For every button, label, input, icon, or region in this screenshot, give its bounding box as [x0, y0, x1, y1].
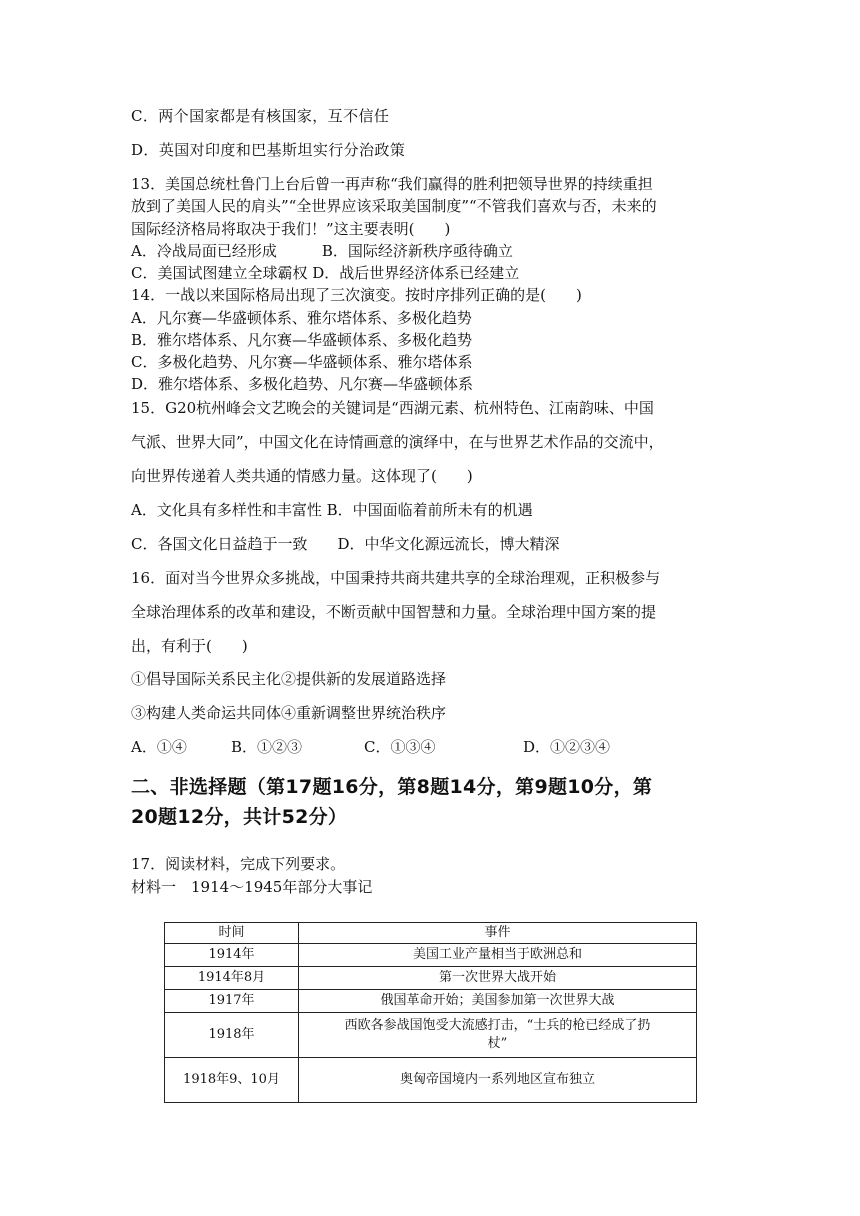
q14-option-d: D．雅尔塔体系、多极化趋势、凡尔赛—华盛顿体系 [131, 375, 474, 393]
row-event: 俄国革命开始；美国参加第一次世界大战 [299, 990, 697, 1013]
q15-options-line-2: C．各国文化日益趋于一致 D．中华文化源远流长，博大精深 [131, 535, 560, 553]
q16-stem-line-1: 16．面对当今世界众多挑战，中国秉持共商共建共享的全球治理观，正积极参与 [131, 569, 661, 587]
q16-stem-line-3: 出，有利于( ) [131, 637, 248, 655]
q15-stem-line-2: 气派、世界大同”，中国文化在诗情画意的演绎中，在与世界艺术作品的交流中， [131, 433, 664, 451]
q14-option-b: B．雅尔塔体系、凡尔赛—华盛顿体系、多极化趋势 [131, 331, 473, 349]
q17-stem: 17．阅读材料，完成下列要求。 [131, 855, 346, 873]
q16-option-a: A．①④ [131, 738, 187, 756]
table-row [165, 990, 697, 1013]
row-time: 1918年9、10月 [165, 1058, 299, 1103]
q13-stem-line-3: 国际经济格局将取决于我们！”这主要表明( ) [131, 220, 451, 238]
q15-stem-line-1: 15．G20杭州峰会文艺晚会的关键词是“西湖元素、杭州特色、江南韵味、中国 [131, 399, 654, 417]
q13-options-line-1: A．冷战局面已经形成 B．国际经济新秩序亟待确立 [131, 242, 513, 260]
q12-option-c: C．两个国家都是有核国家，互不信任 [131, 107, 390, 125]
q14-stem: 14．一战以来国际格局出现了三次演变。按时序排列正确的是( ) [131, 286, 582, 304]
row-event: 美国工业产量相当于欧洲总和 [299, 944, 697, 967]
q13-options-line-2: C．美国试图建立全球霸权 D．战后世界经济体系已经建立 [131, 264, 520, 282]
q14-option-a: A．凡尔赛—华盛顿体系、雅尔塔体系、多极化趋势 [131, 309, 472, 327]
q15-options-line-1: A．文化具有多样性和丰富性 B．中国面临着前所未有的机遇 [131, 501, 533, 519]
q16-options [0, 737, 860, 757]
section2-title-line-1: 二、非选择题（第17题16分，第8题14分，第9题10分，第 [131, 776, 653, 798]
row-time: 1918年 [165, 1013, 299, 1058]
header-event: 事件 [299, 923, 697, 944]
table-row [165, 944, 697, 967]
row-time: 1917年 [165, 990, 299, 1013]
q12-option-d: D．英国对印度和巴基斯坦实行分治政策 [131, 141, 406, 159]
header-time: 时间 [165, 923, 299, 944]
q13-stem-line-1: 13．美国总统杜鲁门上台后曾一再声称“我们赢得的胜利把领导世界的持续重担 [131, 175, 653, 193]
q16-option-c: C．①③④ [364, 738, 436, 756]
table-header-row [165, 923, 697, 944]
row-event: 西欧各参战国饱受大流感打击，“士兵的枪已经成了扔杖” [299, 1013, 697, 1058]
q13-stem-line-2: 放到了美国人民的肩头”“全世界应该采取美国制度”“不管我们喜欢与否，未来的 [131, 197, 657, 215]
q16-item-line-1: ①倡导国际关系民主化②提供新的发展道路选择 [131, 670, 447, 688]
row-event: 第一次世界大战开始 [299, 967, 697, 990]
table-row [165, 967, 697, 990]
section2-title-line-2: 20题12分，共计52分） [131, 806, 348, 828]
row-time: 1914年8月 [165, 967, 299, 990]
row-time: 1914年 [165, 944, 299, 967]
q15-stem-line-3: 向世界传递着人类共通的情感力量。这体现了( ) [131, 467, 473, 485]
q17-material-label: 材料一 1914～1945年部分大事记 [131, 878, 373, 896]
table-row [165, 1013, 697, 1058]
table-row [165, 1058, 697, 1103]
q16-stem-line-2: 全球治理体系的改革和建设，不断贡献中国智慧和力量。全球治理中国方案的提 [131, 603, 657, 621]
q16-option-b: B．①②③ [231, 738, 303, 756]
row-event: 奥匈帝国境内一系列地区宣布独立 [299, 1058, 697, 1103]
q14-option-c: C．多极化趋势、凡尔赛—华盛顿体系、雅尔塔体系 [131, 353, 473, 371]
q16-item-line-2: ③构建人类命运共同体④重新调整世界统治秩序 [131, 704, 447, 722]
events-table [164, 922, 697, 1103]
q16-option-d: D．①②③④ [523, 738, 611, 756]
